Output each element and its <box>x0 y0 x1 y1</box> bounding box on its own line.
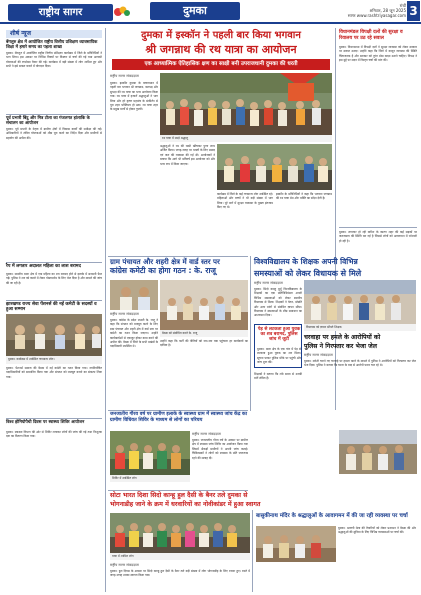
right-story1-body: दुमका: विधानसभा में विपक्षी दलों ने सुरक्षा व्यवस्था को लेकर सरकार पर सवाल उठाए। उन्होंने कहा कि जिले में कानून व्यवस्था की स्थिति चिंताजनक है और सरकार को तुरंत ठोस कदम उठाने चाहिए। विपक्ष ने इस मुद्दे पर सदन में विस्तृत चर्चा की मांग की। <box>339 45 417 63</box>
divider <box>108 490 248 491</box>
police-headline-line1: चरवाहा पर हमले के आरोपियों को <box>304 334 381 341</box>
police-headline-line2: पुलिस ने गिरफ्तार कर भेजा जेल <box>304 343 377 350</box>
university-headline-line2: समस्याओं को लेकर विधायक से मिले <box>254 269 362 278</box>
lead-photo-rath-yatra <box>160 73 332 135</box>
university-headline-line1: विश्वविद्यालय के शिक्षक अपनी विभिन्न <box>254 257 358 266</box>
bottom-byline: राष्ट्रीय सागर संवाददाता <box>110 563 139 567</box>
right-story1-headline: विधानमंडल विपक्षी दलों की सुरक्षा व रिवालय पर उठ रहे सवाल <box>339 30 403 41</box>
panchayat-byline: राष्ट्रीय सागर संवाददाता <box>110 312 139 316</box>
divider <box>6 300 102 301</box>
left-story5-body: दुमका: स्वास्थ्य विभाग की ओर से शिविर लगाकर लोगों की जांच की गई तथा निःशुल्क दवा का वितरण किया गया। <box>6 430 102 439</box>
panchayat-photo-caption: बैठक को संबोधित करते के. राजू <box>160 330 248 337</box>
panchayat-body-col2: उन्होंने कहा कि पार्टी की नीतियों को जन-जन तक पहुंचाना हर कार्यकर्ता का दायित्व है। <box>160 339 248 348</box>
divider <box>6 262 102 263</box>
university-body-col2: शिक्षकों ने बताया कि लंबे समय से उनकी मांगें लंबित हैं। <box>254 372 302 381</box>
tree-story-headline: पेड़ से लटकता हुआ युवक का शव बरामद, पुलिस जांच में जुटी <box>257 327 301 343</box>
bottom-photo-caption: यात्रा में शामिल लोग <box>110 553 250 560</box>
police-byline: राष्ट्रीय सागर संवाददाता <box>304 353 333 357</box>
university-photo <box>304 280 416 324</box>
right-story2-body: दुमका: लगातार हो रही बारिश के कारण शहर की कई सड़कों पर जलजमाव की स्थिति बन गई है जिससे लोगों को आवागमन में परेशानी हो रही है। <box>339 230 417 243</box>
left-story4-body: दुमका: पेंशनर्स समाज की बैठक में नई कमेटी का गठन किया गया। नवनिर्वाचित पदाधिकारियों को सम्मानित किया गया और संगठन को मजबूत बनाने का संकल्प लिया गया। <box>6 366 102 379</box>
divider <box>108 256 248 257</box>
panchayat-headline-line1: ग्राम पंचायत और शहरी क्षेत्र में वार्ड स्तर पर <box>110 258 220 266</box>
lead-subhead: एक आध्यात्मिक ऐतिहासिक क्षण का साक्षी बनी उपराजधानी दुमका की धरती <box>112 59 330 70</box>
left-story4-headline: झारखण्ड राज्य सेवा पेंशनर्स की नई कमेटी के सदस्यों व हुआ सम्मान <box>6 302 97 313</box>
divider <box>339 227 417 228</box>
lead-headline-line2: श्री जगन्नाथ की रथ यात्रा का आयोजन <box>145 43 297 56</box>
lead-photo-caption: रथ यात्रा में उमड़े श्रद्धालु <box>160 135 332 142</box>
left-photo-caption: दुमका: कार्यक्रम में उपस्थित गणमान्य लोग। <box>6 356 102 364</box>
bottom-headline-line2: भोगनाडीह जाने के क्रम में धरवारियों का नोवीकांडर में हुआ स्वागत <box>110 501 261 508</box>
university-photo-caption: विधायक को ज्ञापन सौंपते शिक्षक <box>304 324 416 331</box>
lead-body-col4: इस्कॉन के प्रतिनिधियों ने कहा कि भगवान जगन्नाथ की रथ यात्रा प्रेम और भक्ति का संदेश देती है। <box>276 192 332 201</box>
column-rule <box>105 28 106 592</box>
dateline: रांची शनिवार, 28 जून 2025 सागर www.rashtriyasagar.com <box>347 3 406 18</box>
health-body: दुमका: जनजातीय गौरव वर्ष के अवसर पर ग्रामीण क्षेत्र में स्वास्थ्य जांच शिविर का आयोजन किया गया जिसमें सैकड़ों ग्रामीणों ने अपनी जांच कराई। चिकित्सकों ने लोगों को स्वास्थ्य के प्रति जागरूक रहने की सलाह दी। <box>192 438 248 460</box>
panchayat-headline-line2: कांग्रेस कमेटी का होगा गठन : के. राजू <box>110 266 216 275</box>
column-rule <box>250 256 251 411</box>
masthead-swirl-icon <box>112 3 132 21</box>
tree-story-box <box>254 324 302 368</box>
divider <box>108 410 248 411</box>
bottom-photo <box>110 513 250 553</box>
lead-body-col3: कार्यक्रम में जिले के कई गणमान्य लोग उपस्थित रहे। महिलाओं और बच्चों ने भी बड़ी संख्या में भाग लिया। पूरे मार्ग में सुरक्षा व्यवस्था के पुख्ता इंतजाम किए गए थे। <box>217 192 273 210</box>
masthead-logo: राष्ट्रीय सागर <box>8 4 113 21</box>
section-title: दुमका <box>150 2 240 20</box>
lead-body-col1: दुमका: इस्कॉन दुमका के तत्वावधान में पहली बार भगवान श्री जगन्नाथ, बलभद्र और सुभद्रा की रथ यात्रा का भव्य आयोजन किया गया। रथ यात्रा में हजारों श्रद्धालुओं ने भाग लिया और हरे कृष्ण महामंत्र के संकीर्तन से पूरा शहर भक्तिमय हो उठा। रथ यात्रा शहर के प्रमुख मार्गों से होकर गुजरी। <box>110 81 158 112</box>
left-story1-headline: बेंगलुरु क्षेत्र में आयोजित राष्ट्रीय वित्तीय प्रशिक्षण व्यावसायिक शिक्षा में हमारे समय का पहला शाखा <box>6 39 98 49</box>
university-byline: राष्ट्रीय सागर संवाददाता <box>254 281 283 285</box>
left-column-photo <box>6 314 102 356</box>
university-body: दुमका: सिदो कान्हू मुर्मू विश्वविद्यालय के शिक्षकों का एक प्रतिनिधिमंडल अपनी विभिन्न समस्याओं को लेकर स्थानीय विधायक से मिला। शिक्षकों ने वेतन, प्रोन्नति और अन्य मांगों से संबंधित ज्ञापन सौंपा। विधायक ने समस्याओं के शीघ्र समाधान का आश्वासन दिया। <box>254 287 302 318</box>
panchayat-body: दुमका: कांग्रेस के प्रदेश प्रभारी के. राजू ने कहा कि संगठन को मजबूत करने के लिए ग्राम पंचायत और शहरी क्षेत्र में वार्ड स्तर पर कमेटी का गठन किया जाएगा। उन्होंने कार्यकर्ताओं से एकजुट होकर काम करने की अपील की। बैठक में जिले के सभी प्रखंडों के पदाधिकारी उपस्थित थे। <box>110 318 158 349</box>
right-column-photo <box>339 430 417 474</box>
lead-headline-line1: दुमका में इस्कॉन ने पहली बार किया भगवान <box>141 30 301 41</box>
page-header <box>0 0 421 24</box>
lead-body-col2: श्रद्धालुओं ने रथ की रस्सी खींचकर पुण्य लाभ अर्जित किया। जगह-जगह पर भक्तों के लिए प्रसाद एवं जल की व्यवस्था की गई थी। आयोजकों ने बताया कि आगे भी प्रतिवर्ष इस आयोजन को और भव्य रूप में किया जाएगा। <box>160 144 215 166</box>
left-story3-headline: रैप में लगतार अदालत महिला का लाश बरामद <box>6 264 81 269</box>
police-body: दुमका: मवेशी चराने गए चरवाहे पर हमला करने के मामले में पुलिस ने आरोपियों को गिरफ्तार कर जेल भेज दिया। पुलिस ने बताया कि घटना के बाद से आरोपी फरार चल रहे थे। <box>304 359 416 368</box>
left-story5-headline: विश्व होमियोपैथी दिवस पर स्वास्थ्य शिविर आयोजन <box>6 419 85 424</box>
tree-story-body: दुमका: थाना क्षेत्र के एक गांव में पेड़ से लटकता हुआ युवक का शव मिला। सूचना पाकर पुलिस मौके पर पहुंची और जांच शुरू की। <box>257 347 301 365</box>
left-story2-body: दुमका: पूर्व प्रभारी के नेतृत्व में ग्रामीण क्षेत्रों में विकास कार्यों की समीक्षा की गई। अधिकारियों ने लंबित योजनाओं को शीघ्र पूरा करने का निर्देश दिया और ग्रामीणों से सहयोग की अपील की। <box>6 127 102 140</box>
lead-photo-crowd <box>217 144 332 190</box>
bottom-body: दुमका: हूल दिवस के अवसर पर सिदो कान्हू हुल दैसी के बैनर तले बड़ी संख्या में लोग भोगनाडीह के लिए रवाना हुए। रास्ते में जगह-जगह उनका स्वागत किया गया। <box>110 569 250 578</box>
panchayat-meeting-photo <box>160 280 248 330</box>
health-byline: राष्ट्रीय सागर संवाददाता <box>192 432 221 436</box>
left-story3-body: दुमका: स्थानीय थाना क्षेत्र में एक महिला का शव बरामद होने से इलाके में सनसनी फैल गई। पुलिस ने शव को कब्जे में लेकर पोस्टमार्टम के लिए भेज दिया है और मामले की जांच की जा रही है। <box>6 272 102 285</box>
bottom-headline-line1: सोटा भारत दिशा सिदो कान्हू हुल दैसी के बैनर तले दुमका से <box>110 492 248 499</box>
page-number: 3 <box>407 1 420 21</box>
left-column-label: शीर्ष न्यूज <box>6 30 102 38</box>
right-story3-headline: बासुकीनाथ मंदिर के श्रद्धालुओं के आवागमन में की जा रही व्यवस्था पर चर्चा <box>256 513 408 519</box>
column-rule <box>252 510 253 592</box>
left-story1-body: दुमका: बेंगलुरु में आयोजित राष्ट्रीय वित्तीय प्रशिक्षण कार्यक्रम में जिले के प्रतिनिधियों ने भाग लिया। इस अवसर पर विभिन्न विषयों पर विस्तार से चर्चा की गई तथा आगामी योजनाओं की रूपरेखा तैयार की गई। कार्यक्रम में बड़ी संख्या में लोग शामिल हुए और सभी ने इसे सफल बनाने में योगदान दिया। <box>6 51 102 69</box>
lead-byline: राष्ट्रीय सागर संवाददाता <box>110 74 139 78</box>
health-photo-caption: शिविर में उपस्थित लोग <box>110 475 190 482</box>
right-story3-body: दुमका: श्रावणी मेला की तैयारियों को लेकर प्रशासन ने बैठक की और श्रद्धालुओं की सुविधा के लिए विभिन्न व्यवस्थाओं पर चर्चा की। <box>338 526 416 535</box>
left-story2-headline: पूर्व प्रभारी बिंदु और मित्र टोला का गंजलगत हांलाकि के संचालन का आयोजन <box>6 115 90 125</box>
temple-photo <box>256 526 336 562</box>
panchayat-photo <box>110 280 158 310</box>
health-photo <box>110 431 190 475</box>
health-headline: जनजातीय गौरव वर्ष पर ग्रामीण इलाके के स्वास्थ्य ग्राम में स्वास्थ्य जांच केंद्र का ग्रामीण विधिवत शिविर के माध्यम से लोगों का परिचय <box>110 412 247 423</box>
